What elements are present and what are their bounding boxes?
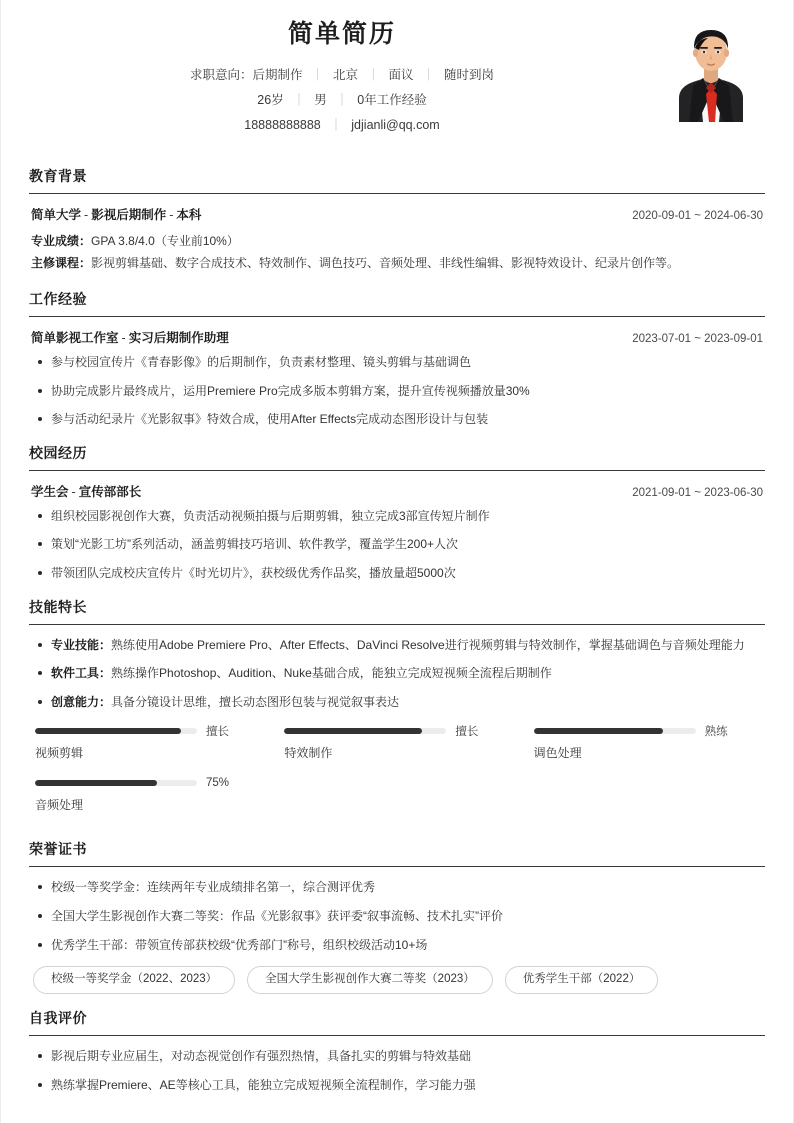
contact-email[interactable]: jdjianli@qq.com [351, 117, 440, 132]
education-entry-title [31, 205, 201, 223]
skill-bar-row [35, 723, 260, 739]
campus-org: 学生会 [31, 484, 69, 499]
honor-tag-list [31, 966, 763, 994]
skill-label: 软件工具： [51, 666, 112, 681]
contact-phone[interactable]: 18888888888 [244, 117, 321, 132]
list-item: 组织校园影视创作大赛，负责活动视频拍摄与后期剪辑，独立完成3部宣传短片制作 [31, 507, 763, 526]
skill-label: 创意能力： [51, 694, 112, 709]
work-company: 简单影视工作室 [31, 331, 119, 346]
section-body-honors [29, 878, 765, 994]
progress-fill [284, 728, 422, 734]
education-entry [31, 205, 763, 276]
skill-bar-item [35, 723, 260, 761]
list-item [31, 693, 763, 712]
resume-header [29, 0, 765, 152]
honors-bullet-list [31, 878, 763, 954]
list-item [31, 664, 763, 683]
separator-icon: ｜ [311, 67, 324, 82]
progress-fill [35, 780, 157, 786]
personal-age: 26岁 [257, 92, 284, 107]
section-honors [29, 839, 765, 994]
education-degree: 本科 [176, 207, 202, 222]
education-major: 影视后期制作 [91, 207, 167, 222]
education-gpa-value: GPA 3.8/4.0（专业前10%） [91, 233, 239, 248]
skill-bar-item [284, 723, 509, 761]
work-role: 实习后期制作助理 [128, 331, 229, 346]
skill-name-label: 调色处理 [533, 746, 582, 761]
list-item: 参与活动纪录片《光影叙事》特效合成，使用After Effects完成动态图形设计与包装 [31, 410, 763, 429]
section-title-education: 教育背景 [29, 167, 87, 184]
section-title-skills: 技能特长 [29, 598, 87, 615]
progress-track [284, 728, 446, 734]
section-self-evaluation [29, 1008, 765, 1094]
education-gpa-row [31, 230, 763, 253]
job-intent-value-0: 后期制作 [252, 67, 303, 82]
list-item: 全国大学生影视创作大赛二等奖：作品《光影叙事》获评委“叙事流畅、技术扎实”评价 [31, 907, 763, 926]
skill-text: 熟练使用Adobe Premiere Pro、After Effects、DaVinci Resolve进行视频剪辑与特效制作，掌握基础调色与音频处理能力 [111, 637, 745, 652]
section-divider [29, 470, 765, 471]
education-courses-label: 主修课程： [31, 256, 92, 271]
progress-track [35, 728, 197, 734]
personal-experience: 0年工作经验 [357, 92, 427, 107]
skills-bullet-list [31, 636, 763, 712]
list-item: 带领团队完成校庆宣传片《时光切片》，获校级优秀作品奖，播放量超5000次 [31, 564, 763, 583]
skill-level-label: 擅长 [455, 726, 479, 739]
section-education [29, 166, 765, 276]
skill-label: 专业技能： [51, 637, 112, 652]
skill-text: 熟练操作Photoshop、Audition、Nuke基础合成，能独立完成短视频全流程后期制作 [111, 666, 552, 681]
separator-icon: ｜ [335, 92, 349, 107]
status-badge[interactable]: 校级一等奖学金（2022、2023） [33, 966, 235, 994]
job-intent-value-3: 随时到岗 [444, 67, 495, 82]
section-title-self-evaluation: 自我评价 [29, 1010, 87, 1027]
section-body-campus [29, 482, 765, 583]
list-item: 熟练掌握Premiere、AE等核心工具，能独立完成短视频全流程制作，学习能力强 [31, 1076, 763, 1095]
skill-name-label: 特效制作 [284, 746, 333, 761]
list-item: 校级一等奖学金：连续两年专业成绩排名第一，综合测评优秀 [31, 878, 763, 897]
campus-bullet-list [31, 507, 763, 583]
skill-bar-item [534, 723, 759, 761]
header-center-block [29, 18, 765, 138]
page-title: 简单简历 [287, 20, 396, 48]
section-campus-experience [29, 443, 765, 583]
separator-icon: ｜ [292, 92, 306, 107]
education-courses-value: 影视剪辑基础、数字合成技术、特效制作、调色技巧、音频处理、非线性编辑、影视特效设计、纪录片创作等。 [91, 256, 680, 271]
list-item: 策划“光影工坊”系列活动，涵盖剪辑技巧培训、软件教学，覆盖学生200+人次 [31, 535, 763, 554]
dash-separator: - [71, 484, 76, 499]
list-item [31, 636, 763, 655]
section-title-honors: 荣誉证书 [29, 841, 87, 858]
section-divider [29, 316, 765, 317]
work-bullet-list [31, 353, 763, 429]
progress-fill [534, 728, 664, 734]
campus-entry-head [31, 482, 763, 500]
skill-level-label: 75% [206, 777, 230, 790]
skill-bar-row [534, 723, 759, 739]
avatar [665, 18, 757, 122]
avatar-portrait-icon [665, 18, 757, 122]
skill-level-label: 擅长 [206, 726, 229, 739]
separator-icon: ｜ [422, 67, 436, 82]
work-date-range: 2023-07-01 ~ 2023-09-01 [632, 333, 763, 346]
section-divider [29, 193, 765, 194]
contact-info-line [29, 113, 655, 138]
work-entry [31, 328, 763, 429]
dash-separator: - [121, 331, 126, 346]
skill-bar-item [35, 775, 260, 813]
status-badge[interactable]: 全国大学生影视创作大赛二等奖（2023） [247, 966, 493, 994]
campus-date-range: 2021-09-01 ~ 2023-06-30 [632, 486, 763, 499]
campus-entry [31, 482, 763, 583]
campus-role: 宣传部部长 [78, 484, 142, 499]
progress-track [35, 780, 197, 786]
section-title-work: 工作经验 [29, 291, 87, 308]
list-item: 参与校园宣传片《青春影像》的后期制作，负责素材整理、镜头剪辑与基础调色 [31, 353, 763, 372]
section-body-education [29, 205, 765, 276]
section-skills [29, 597, 765, 826]
personal-info-line [29, 88, 655, 113]
section-body-skills [29, 636, 765, 826]
section-divider [29, 1035, 765, 1036]
status-badge[interactable]: 优秀学生干部（2022） [505, 966, 659, 994]
skill-level-label: 熟练 [704, 726, 728, 739]
education-entry-head [31, 205, 763, 223]
dash-separator: - [84, 207, 89, 222]
job-intent-value-2: 面议 [388, 67, 414, 82]
section-body-self-evaluation [29, 1047, 765, 1094]
job-intent-value-1: 北京 [332, 67, 358, 82]
personal-gender: 男 [314, 92, 327, 107]
skill-bar-grid [31, 723, 763, 825]
dash-separator: - [169, 207, 174, 222]
work-entry-title [31, 328, 229, 346]
section-work-experience [29, 289, 765, 429]
separator-icon: ｜ [329, 117, 343, 132]
skill-name-label: 音频处理 [35, 798, 84, 813]
education-courses-row [31, 252, 763, 275]
education-gpa-label: 专业成绩： [31, 233, 92, 248]
section-divider [29, 866, 765, 867]
education-date-range: 2020-09-01 ~ 2024-06-30 [632, 209, 763, 222]
section-body-work [29, 328, 765, 429]
skill-bar-row [35, 775, 260, 791]
education-school: 简单大学 [31, 207, 82, 222]
list-item: 影视后期专业应届生，对动态视觉创作有强烈热情，具备扎实的剪辑与特效基础 [31, 1047, 763, 1066]
skill-text: 具备分镜设计思维，擅长动态图形包装与视觉叙事表达 [111, 694, 400, 709]
self-evaluation-bullet-list [31, 1047, 763, 1094]
progress-track [534, 728, 696, 734]
list-item: 协助完成影片最终成片，运用Premiere Pro完成多版本剪辑方案，提升宣传视频播放量30% [31, 382, 763, 401]
job-intent-label: 求职意向： [189, 67, 253, 82]
work-entry-head [31, 328, 763, 346]
job-intent-line [29, 63, 655, 88]
section-divider [29, 624, 765, 625]
list-item: 优秀学生干部：带领宣传部获校级“优秀部门”称号，组织校级活动10+场 [31, 936, 763, 955]
skill-name-label: 视频剪辑 [35, 746, 84, 761]
separator-icon: ｜ [367, 67, 380, 82]
progress-fill [35, 728, 181, 734]
section-title-campus: 校园经历 [29, 444, 87, 461]
skill-bar-row [284, 723, 509, 739]
campus-entry-title [31, 482, 141, 500]
